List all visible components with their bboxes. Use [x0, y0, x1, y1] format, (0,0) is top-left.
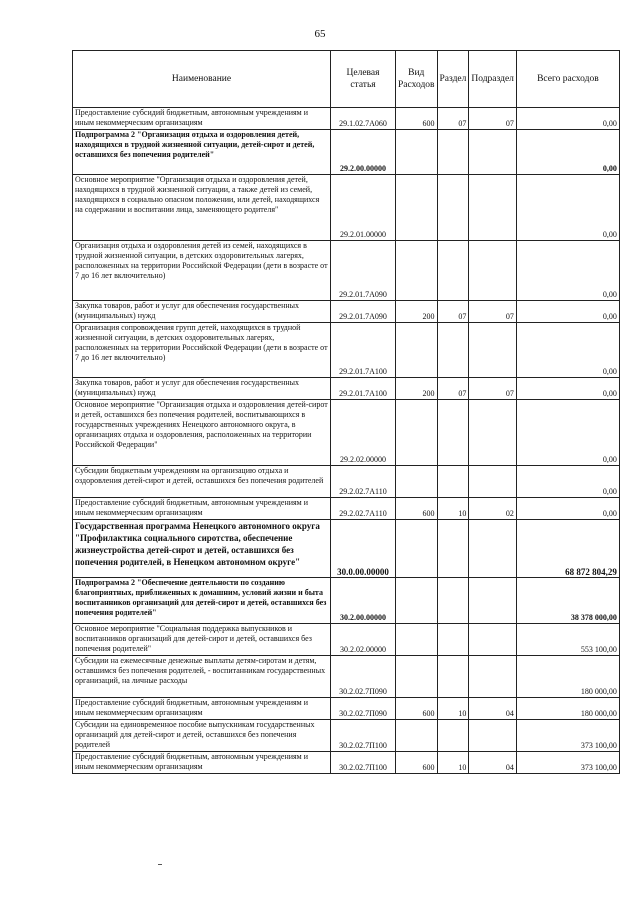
table-row [73, 400, 620, 466]
row-name: Основное мероприятие "Организация отдыха и оздоровления детей, находящихся в трудной жизненной ситуации, а также детей из семей, находящихся в социально опасном положении, или детей, находящихся на содержании и воспитании лица, заменяющего родителя" [73, 175, 331, 241]
row-vid: 600 [396, 698, 438, 720]
col-podrazdel-header: Подраздел [469, 51, 517, 108]
table-row [73, 108, 620, 130]
row-podrazdel: 02 [469, 498, 517, 520]
scan-speck [158, 864, 162, 865]
row-code: 29.2.01.7А100 [331, 378, 396, 400]
row-code: 29.2.02.7А110 [331, 498, 396, 520]
row-podrazdel [469, 578, 517, 624]
row-name: Основное мероприятие "Социальная поддержка выпускников и воспитанников организаций для детей-сирот и детей, оставшихся без попечения родителей" [73, 624, 331, 656]
row-podrazdel [469, 720, 517, 752]
row-razdel [437, 400, 469, 466]
row-total: 0,00 [516, 400, 619, 466]
row-razdel [437, 466, 469, 498]
row-podrazdel [469, 175, 517, 241]
row-code: 30.2.00.00000 [331, 578, 396, 624]
row-code: 29.2.01.7А090 [331, 301, 396, 323]
col-razdel-header: Раздел [437, 51, 469, 108]
row-total: 38 378 000,00 [516, 578, 619, 624]
row-code: 30.2.02.7П100 [331, 752, 396, 774]
row-razdel: 07 [437, 378, 469, 400]
row-name: Закупка товаров, работ и услуг для обеспечения государственных (муниципальных) нужд [73, 378, 331, 400]
row-podrazdel: 04 [469, 752, 517, 774]
row-code: 30.2.02.00000 [331, 624, 396, 656]
row-code: 29.1.02.7А060 [331, 108, 396, 130]
table-row [73, 301, 620, 323]
table-row [73, 578, 620, 624]
row-total: 68 872 804,29 [516, 520, 619, 578]
budget-table [72, 50, 620, 774]
row-razdel [437, 323, 469, 378]
row-podrazdel [469, 400, 517, 466]
row-podrazdel [469, 520, 517, 578]
row-total: 553 100,00 [516, 624, 619, 656]
row-razdel: 07 [437, 108, 469, 130]
row-name: Организация сопровождения групп детей, находящихся в трудной жизненной ситуации, в детских оздоровительных лагерях, расположенных на территории Российской Федерации (дети в возрасте от 7 до 16 лет включительно) [73, 323, 331, 378]
row-name: Субсидии на единовременное пособие выпускникам государственных организаций для детей-сирот и детей, оставшихся без попечения родителей [73, 720, 331, 752]
table-row [73, 656, 620, 698]
row-vid: 600 [396, 108, 438, 130]
row-total: 180 000,00 [516, 656, 619, 698]
row-podrazdel [469, 130, 517, 175]
table-row [73, 624, 620, 656]
row-podrazdel [469, 323, 517, 378]
row-vid [396, 578, 438, 624]
row-podrazdel: 07 [469, 301, 517, 323]
row-total: 0,00 [516, 175, 619, 241]
row-total: 373 100,00 [516, 720, 619, 752]
row-code: 29.2.01.7А090 [331, 241, 396, 301]
row-code: 29.2.02.7А110 [331, 466, 396, 498]
table-row [73, 241, 620, 301]
row-vid: 600 [396, 498, 438, 520]
row-razdel [437, 241, 469, 301]
row-razdel: 07 [437, 301, 469, 323]
row-razdel: 10 [437, 752, 469, 774]
row-code: 29.2.01.7А100 [331, 323, 396, 378]
row-name: Предоставление субсидий бюджетным, автономным учреждениям и иным некоммерческим организациям [73, 498, 331, 520]
row-vid [396, 720, 438, 752]
row-vid [396, 624, 438, 656]
table-row [73, 175, 620, 241]
row-vid [396, 130, 438, 175]
row-total: 180 000,00 [516, 698, 619, 720]
row-vid: 200 [396, 378, 438, 400]
row-total: 373 100,00 [516, 752, 619, 774]
row-razdel [437, 720, 469, 752]
table-row [73, 378, 620, 400]
row-name: Подпрограмма 2 "Обеспечение деятельности по созданию благоприятных, приближенных к домашним, условий жизни и быта воспитанников организаций для детей-сирот и детей, оставшихся без попечения родителей" [73, 578, 331, 624]
row-name: Субсидии на ежемесячные денежные выплаты детям-сиротам и детям, оставшимся без попечения родителей, - воспитанникам государственных организаций, на личные расходы [73, 656, 331, 698]
row-code: 29.2.00.00000 [331, 130, 396, 175]
row-total: 0,00 [516, 241, 619, 301]
table-row [73, 130, 620, 175]
row-vid [396, 323, 438, 378]
row-podrazdel: 07 [469, 378, 517, 400]
row-razdel [437, 656, 469, 698]
row-podrazdel: 04 [469, 698, 517, 720]
row-name: Организация отдыха и оздоровления детей из семей, находящихся в трудной жизненной ситуации, в детских оздоровительных лагерях, расположенных на территории Российской Федерации (дети в возрасте от 7 до 16 лет включительно) [73, 241, 331, 301]
table-row [73, 752, 620, 774]
row-total: 0,00 [516, 301, 619, 323]
row-podrazdel [469, 466, 517, 498]
row-name: Государственная программа Ненецкого автономного округа "Профилактика социального сиротства, обеспечение жизнеустройства детей-сирот и детей, оставшихся без попечения родителей, в Ненецком автономном округе" [73, 520, 331, 578]
table-row [73, 520, 620, 578]
row-name: Предоставление субсидий бюджетным, автономным учреждениям и иным некоммерческим организациям [73, 108, 331, 130]
row-total: 0,00 [516, 466, 619, 498]
table-row [73, 323, 620, 378]
row-vid [396, 466, 438, 498]
row-code: 30.2.02.7П090 [331, 698, 396, 720]
row-name: Подпрограмма 2 "Организация отдыха и оздоровления детей, находящихся в трудной жизненной ситуации, детей-сирот и детей, оставшихся без попечения родителей" [73, 130, 331, 175]
row-podrazdel [469, 656, 517, 698]
table-row [73, 466, 620, 498]
row-total: 0,00 [516, 323, 619, 378]
table-row [73, 698, 620, 720]
row-total: 0,00 [516, 108, 619, 130]
row-razdel [437, 624, 469, 656]
row-podrazdel: 07 [469, 108, 517, 130]
row-vid [396, 175, 438, 241]
row-code: 30.2.02.7П100 [331, 720, 396, 752]
row-razdel: 10 [437, 698, 469, 720]
col-code-header: Целевая статья [331, 51, 396, 108]
row-name: Закупка товаров, работ и услуг для обеспечения государственных (муниципальных) нужд [73, 301, 331, 323]
row-razdel [437, 130, 469, 175]
row-podrazdel [469, 241, 517, 301]
row-total: 0,00 [516, 130, 619, 175]
row-code: 29.2.02.00000 [331, 400, 396, 466]
row-name: Основное мероприятие "Организация отдыха и оздоровления детей-сирот и детей, оставшихся без попечения родителей, воспитывающихся в государственных учреждениях Ненецкого автономного округа, в организациях отдыха и оздоровления, расположенных на территории Российской Федерации" [73, 400, 331, 466]
row-total: 0,00 [516, 498, 619, 520]
col-vid-header: Вид Расходов [396, 51, 438, 108]
row-code: 29.2.01.00000 [331, 175, 396, 241]
col-total-header: Всего расходов [516, 51, 619, 108]
row-vid [396, 656, 438, 698]
row-total: 0,00 [516, 378, 619, 400]
row-vid [396, 400, 438, 466]
row-code: 30.0.00.00000 [331, 520, 396, 578]
col-name-header: Наименование [73, 51, 331, 108]
row-code: 30.2.02.7П090 [331, 656, 396, 698]
row-razdel [437, 578, 469, 624]
table-row [73, 720, 620, 752]
row-razdel: 10 [437, 498, 469, 520]
row-podrazdel [469, 624, 517, 656]
page-number: 65 [314, 28, 326, 40]
row-vid [396, 241, 438, 301]
row-razdel [437, 520, 469, 578]
row-razdel [437, 175, 469, 241]
row-vid [396, 520, 438, 578]
row-vid: 600 [396, 752, 438, 774]
table-header [73, 51, 620, 108]
row-name: Предоставление субсидий бюджетным, автономным учреждениям и иным некоммерческим организациям [73, 752, 331, 774]
table-row [73, 498, 620, 520]
row-name: Предоставление субсидий бюджетным, автономным учреждениям и иным некоммерческим организациям [73, 698, 331, 720]
row-name: Субсидии бюджетным учреждениям на организацию отдыха и оздоровления детей-сирот и детей, оставшихся без попечения родителей [73, 466, 331, 498]
row-vid: 200 [396, 301, 438, 323]
